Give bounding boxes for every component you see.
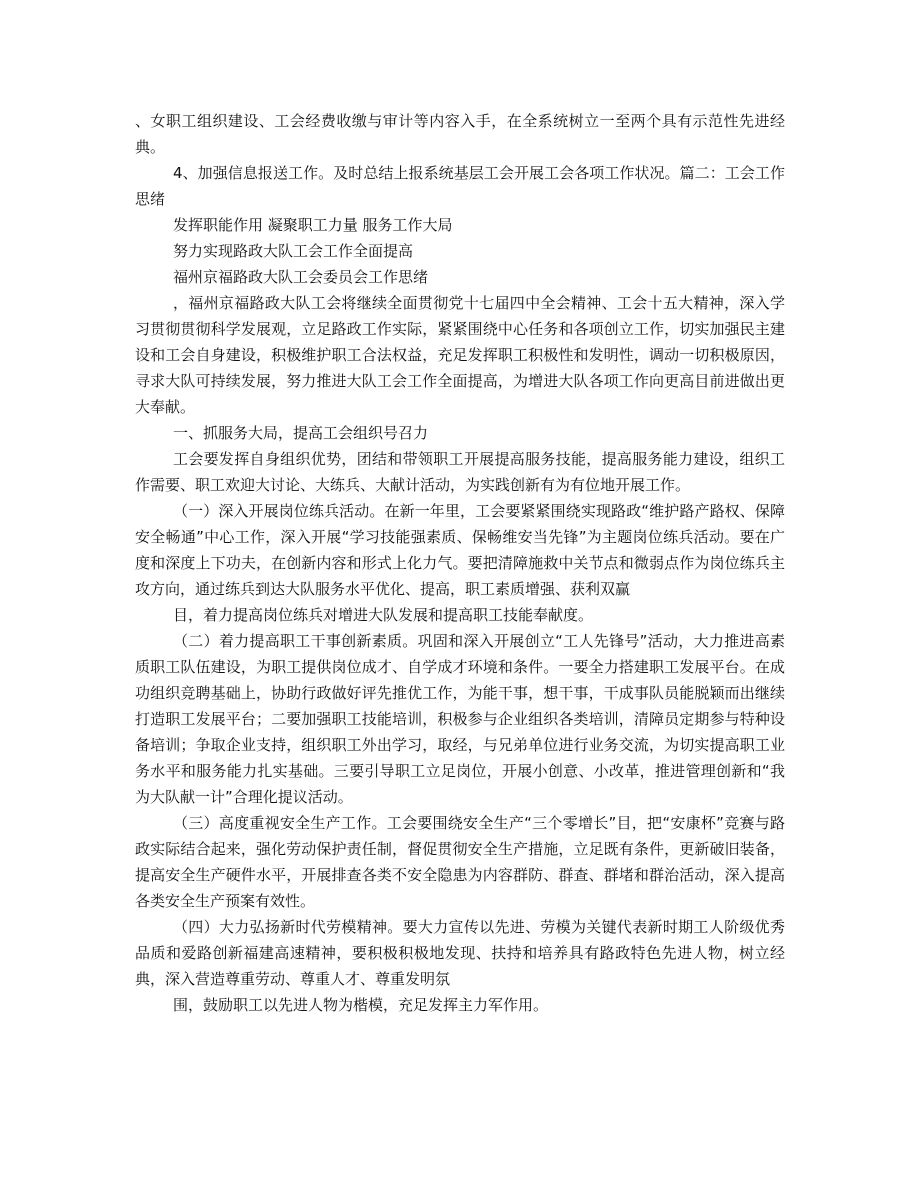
title-line-1: 发挥职能作用 凝聚职工力量 服务工作大局 xyxy=(173,216,453,234)
document-body xyxy=(135,108,785,1018)
paragraph-section-1: 工会要发挥自身组织优势，团结和带领职工开展提高服务技能，提高服务能力建设，组织工作需要、职工欢迎大讨论、大练兵、大献计活动，为实践创新有为有位地开展工作。 xyxy=(135,450,785,494)
paragraph-item-4: （四）大力弘扬新时代劳模精神。要大力宣传以先进、劳模为关键代表新时期工人阶级优秀品质和爱路创新福建高速精神，要积极积极地发现、扶持和培养具有路政特色先进人物，树立经典，深入营造尊重劳动、尊重人才、尊重发明氛 xyxy=(135,918,785,988)
paragraph-item-2: （二）着力提高职工干事创新素质。巩固和深入开展创立“工人先锋号”活动，大力推进高素质职工队伍建设，为职工提供岗位成才、自学成才环境和条件。一要全力搭建职工发展平台。在成功组织竞聘基础上，协助行政做好评先推优工作，为能干事，想干事，干成事队员能脱颖而出继续打造职工发展平台；二要加强职工技能培训，积极参与企业组织各类培训，清障员定期参与特种设备培训；争取企业支持，组织职工外出学习，取经，与兄弟单位进行业务交流，为切实提高职工业务水平和服务能力扎实基础。三要引导职工立足岗位，开展小创意、小改革，推进管理创新和“我为大队献一计”合理化提议活动。 xyxy=(135,632,785,806)
paragraph-item-3: （三）高度重视安全生产工作。工会要围绕安全生产“三个零增长”目，把“安康杯”竞赛与路政实际结合起来，强化劳动保护责任制，督促贯彻安全生产措施，立足既有条件，更新破旧装备，提高安全生产硬件水平，开展排查各类不安全隐患为内容群防、群查、群堵和群治活动，深入提高各类安全生产预案有效性。 xyxy=(135,814,785,910)
title-line-3: 福州京福路政大队工会委员会工作思绪 xyxy=(173,268,429,286)
paragraph-item-1-cont: 目，着力提高岗位练兵对增进大队发展和提高职工技能奉献度。 xyxy=(173,606,594,624)
title-line-2: 努力实现路政大队工会工作全面提高 xyxy=(173,242,414,260)
paragraph-item-1: （一）深入开展岗位练兵活动。在新一年里，工会要紧紧围绕实现路政“维护路产路权、保障安全畅通”中心工作，深入开展“学习技能强素质、保畅维安当先锋”为主题岗位练兵活动。要在广度和深度上下功夫，在创新内容和形式上化力气。要把清障施救中关节点和微弱点作为岗位练兵主攻方向，通过练兵到达大队服务水平优化、提高，职工素质增强、获利双赢 xyxy=(135,502,785,598)
section-heading-1: 一、抓服务大局，提高工会组织号召力 xyxy=(173,424,429,442)
paragraph-intro: ，福州京福路政大队工会将继续全面贯彻党十七届四中全会精神、工会十五大精神，深入学习贯彻贯彻科学发展观，立足路政工作实际，紧紧围绕中心任务和各项创立工作，切实加强民主建设和工会自身建设，积极维护职工合法权益，充足发挥职工积极性和发明性，调动一切积极原因，寻求大队可持续发展，努力推进大队工会工作全面提高，为增进大队各项工作向更高目前进做出更大奉献。 xyxy=(135,294,785,416)
paragraph-1: 、女职工组织建设、工会经费收缴与审计等内容入手，在全系统树立一至两个具有示范性先进经典。 xyxy=(135,112,785,156)
paragraph-item-4-cont: 围，鼓励职工以先进人物为楷模，充足发挥主力军作用。 xyxy=(173,996,549,1014)
paragraph-2: 4、加强信息报送工作。及时总结上报系统基层工会开展工会各项工作状况。篇二：工会工作思绪 xyxy=(135,164,785,208)
